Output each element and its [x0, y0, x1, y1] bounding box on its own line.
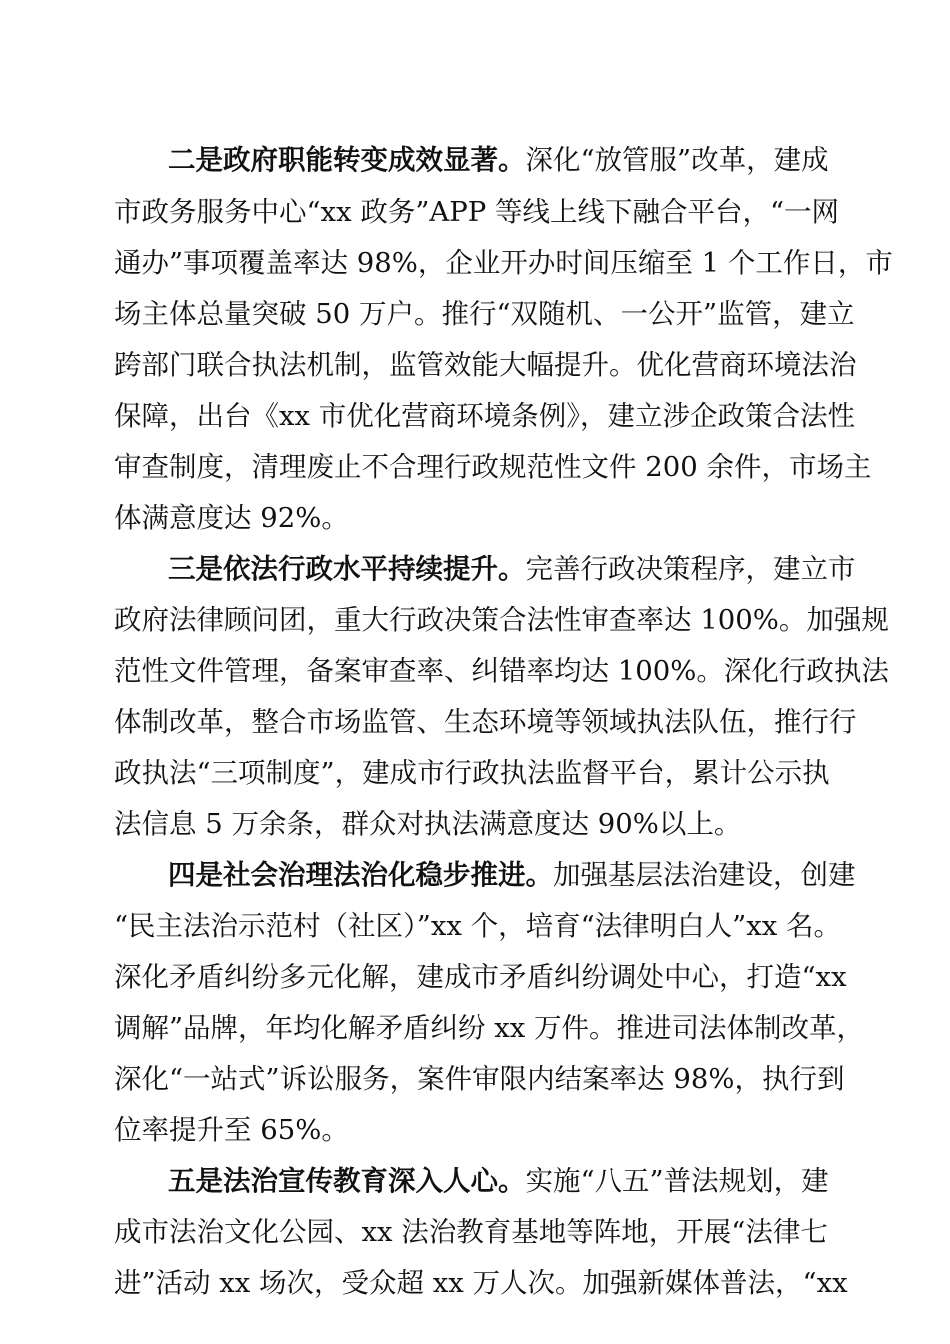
text-line — [168, 859, 856, 891]
text-line: 体满意度达 92%。 — [114, 502, 349, 534]
text-line — [168, 144, 829, 176]
text-line: 进”活动 xx 场次，受众超 xx 万人次。加强新媒体普法，“xx — [114, 1267, 848, 1299]
text-line: 位率提升至 65%。 — [114, 1114, 349, 1146]
line-text: 深化“放管服”改革，建成 — [525, 144, 829, 176]
line-text: 实施“八五”普法规划，建 — [525, 1165, 829, 1197]
line-text: 加强基层法治建设，创建 — [553, 859, 856, 891]
text-line: 通办”事项覆盖率达 98%，企业开办时间压缩至 1 个工作日，市 — [114, 247, 893, 279]
text-line: 政府法律顾问团，重大行政决策合法性审查率达 100%。加强规 — [114, 604, 889, 636]
paragraph-lead: 四是社会治理法治化稳步推进。 — [168, 859, 553, 891]
text-line: 范性文件管理，备案审查率、纠错率均达 100%。深化行政执法 — [114, 655, 889, 687]
text-line: 跨部门联合执法机制，监管效能大幅提升。优化营商环境法治 — [114, 349, 857, 381]
paragraph-lead: 二是政府职能转变成效显著。 — [168, 144, 526, 176]
text-line: 市政务服务中心“xx 政务”APP 等线上线下融合平台，“一网 — [114, 196, 840, 228]
paragraph-lead: 三是依法行政水平持续提升。 — [168, 553, 526, 585]
text-line: 场主体总量突破 50 万户。推行“双随机、一公开”监管，建立 — [114, 298, 855, 330]
text-line: 体制改革，整合市场监管、生态环境等领域执法队伍，推行行 — [114, 706, 857, 738]
text-line: 深化矛盾纠纷多元化解，建成市矛盾纠纷调处中心，打造“xx — [114, 961, 847, 993]
line-text: 完善行政决策程序，建立市 — [525, 553, 856, 585]
text-line — [168, 1165, 829, 1197]
text-line: 法信息 5 万余条，群众对执法满意度达 90%以上。 — [114, 808, 742, 840]
text-line: 成市法治文化公园、xx 法治教育基地等阵地，开展“法律七 — [114, 1216, 828, 1248]
text-line: 深化“一站式”诉讼服务，案件审限内结案率达 98%，执行到 — [114, 1063, 845, 1095]
text-line: 审查制度，清理废止不合理行政规范性文件 200 余件，市场主 — [114, 451, 872, 483]
paragraph-lead: 五是法治宣传教育深入人心。 — [168, 1165, 526, 1197]
text-line: “民主法治示范村（社区）”xx 个，培育“法律明白人”xx 名。 — [114, 910, 842, 942]
text-line: 调解”品牌，年均化解矛盾纠纷 xx 万件。推进司法体制改革， — [114, 1012, 865, 1044]
text-line: 保障，出台《xx 市优化营商环境条例》，建立涉企政策合法性 — [114, 400, 856, 432]
text-line — [168, 553, 856, 585]
text-line: 政执法“三项制度”，建成市行政执法监督平台，累计公示执 — [114, 757, 830, 789]
